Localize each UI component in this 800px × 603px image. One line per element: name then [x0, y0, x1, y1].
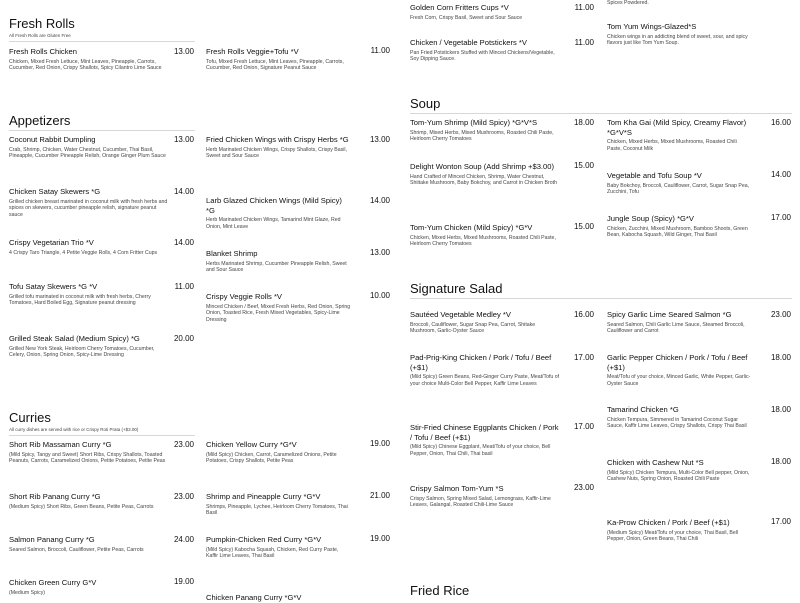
item-desc: Pan Fried Potstickers Stuffed with Minced Chickens/Vegetable, Soy Dipping Sauce. [410, 49, 555, 63]
menu-item-chicken-yellow-curry [206, 440, 351, 465]
item-desc: (Mild Spicy) Chinese Eggplant, Meat/Tofu of your choice, Bell Pepper, Onion, Thai Chili, Thai basil [410, 444, 551, 457]
menu-item-fresh-rolls-chicken [9, 47, 169, 72]
menu-item-sauteed-vegetable-medley [410, 310, 560, 335]
menu-item-grilled-steak-salad [9, 334, 169, 359]
item-price: 13.00 [369, 248, 390, 257]
menu-item-pad-prig-king [410, 353, 560, 387]
item-desc: (Medium Spicy) [9, 589, 46, 596]
item-price: 17.00 [770, 517, 791, 526]
menu-item-chicken-satay-skewers [9, 187, 169, 218]
item-desc: Herb Marinated Chicken Wings, Crispy Shallots, Crispy Basil, Sweet and Sour Sauce [206, 146, 347, 160]
section-divider [9, 130, 195, 131]
item-name: Tom-Yum Chicken (Mild Spicy) *G*V [410, 223, 533, 232]
item-desc: Broccoli, Cauliflower, Sugar Snap Pea, Carrot, Shitake Mushroom, Garlic-Oyster Sauce [410, 321, 536, 335]
item-price: 17.00 [770, 213, 791, 222]
item-name: Ka-Prow Chicken / Pork / Beef (+$1) [607, 518, 730, 527]
item-desc: Shrimps, Pineapple, Lychee, Heirloom Cherry Tomatoes, Thai Basil [206, 503, 348, 517]
menu-item-fresh-rolls-veggie-tofu [206, 47, 366, 72]
menu-item-tofu-satay-skewers [9, 282, 169, 307]
menu-item-short-rib-panang-curry [9, 492, 169, 510]
section-title-signature-salad: Signature Salad [410, 281, 503, 296]
item-name: Chicken Green Curry G*V [9, 578, 97, 587]
item-price: 11.00 [174, 282, 194, 291]
section-divider [410, 113, 792, 114]
item-desc: Meat/Tofu of your choice, Minced Garlic, White Pepper, Garlic-Oyster Sauce [607, 374, 751, 387]
item-name: Coconut Rabbit Dumpling [9, 135, 96, 144]
item-desc: Chicken, Zucchini, Mixed Mushroom, Bamboo Shoots, Green Bean, Kabocha Squash, Wild Ginger, Thai Basil [607, 225, 748, 239]
menu-item-stir-fried-eggplants [410, 423, 560, 457]
item-price: 21.00 [369, 491, 390, 500]
item-price: 17.00 [573, 353, 594, 362]
item-name: Fried Chicken Wings with Crispy Herbs *G [206, 135, 349, 144]
section-title-curries: Curries [9, 410, 51, 425]
section-note-curries: All curry dishes are served with rice or Crispy Roti Prata (+$3.00) [9, 427, 139, 432]
item-name: Blanket Shrimp [206, 249, 258, 258]
item-desc: (Medium Spicy) Short Ribs, Green Beans, Petite Peas, Carrots [9, 503, 154, 510]
menu-item-delight-wonton-soup [410, 162, 560, 187]
menu-item-larb-glazed-wings [206, 196, 351, 230]
item-name: Garlic Pepper Chicken / Pork / Tofu / Beef (+$1) [607, 353, 748, 372]
section-title-appetizers: Appetizers [9, 113, 71, 128]
menu-item-potstickers [410, 38, 560, 63]
item-desc: Baby Bokchoy, Broccoli, Cauliflower, Carrot, Sugar Snap Pea, Zucchini, Tofu [607, 182, 750, 196]
item-name: Chicken Yellow Curry *G*V [206, 440, 297, 449]
item-price: 16.00 [573, 310, 594, 319]
item-price: 18.00 [770, 353, 791, 362]
item-price: 11.00 [574, 3, 594, 12]
item-price: 18.00 [770, 457, 791, 466]
item-desc: Grilled chicken breast marinated in coconut milk with fresh herbs and spices on skewers, cucumber pineapple relish, signature peanut sauce [9, 198, 168, 218]
item-name: Tom Yum Wings-Glazed*S [607, 22, 697, 31]
item-price: 23.00 [573, 483, 594, 492]
item-price: 23.00 [770, 310, 791, 319]
item-name: Tom Kha Gai (Mild Spicy, Creamy Flavor) *G*V*S [607, 118, 747, 137]
menu-item-tom-kha-gai [607, 118, 752, 152]
menu-item-chicken-panang-curry [206, 593, 351, 603]
item-name: Larb Glazed Chicken Wings (Mild Spicy) *G [206, 196, 342, 215]
item-desc: Tofu, Mixed Fresh Lettuce, Mint Leaves, Pineapple, Carrots, Cucumber, Red Onion, Signature Peanut Sauce [206, 58, 344, 72]
item-desc: Chicken, Mixed Herbs, Mixed Mushrooms, Roasted Chili Paste, Coconut Milk [607, 139, 737, 152]
item-price: 11.00 [370, 46, 390, 55]
menu-item-crispy-veggie-rolls [206, 292, 351, 323]
item-desc: Fresh Corn, Crispy Basil, Sweet and Sour Sauce [410, 14, 523, 21]
item-name: Tom-Yum Shrimp (Mild Spicy) *G*V*S [410, 118, 538, 127]
item-price: 23.00 [173, 492, 194, 501]
menu-item-vegetable-tofu-soup [607, 171, 752, 196]
item-price: 14.00 [369, 196, 390, 205]
item-price: 17.00 [573, 422, 594, 431]
item-name: Spicy Garlic Lime Seared Salmon *G [607, 310, 732, 319]
item-name: Short Rib Massaman Curry *G [9, 440, 112, 449]
menu-item-chicken-green-curry [9, 578, 169, 596]
item-name: Chicken Panang Curry *G*V [206, 593, 302, 602]
menu-item-shrimp-pineapple-curry [206, 492, 351, 517]
item-desc-continued: Spices Powdered. [607, 0, 649, 6]
menu-item-golden-corn-fritters [410, 3, 560, 21]
item-desc: (Mild Spicy) Chicken, Carrot, Caramelized Onions, Petite Potatoes, Crispy Shallots, Petite Peas [206, 451, 337, 465]
item-name: Short Rib Panang Curry *G [9, 492, 101, 501]
item-desc: Hand Crafted of Minced Chicken, Shrimp, Water Chestnut, Shiitake Mushroom, Baby Bokchoy, and Carrot in Chicken Broth [410, 173, 557, 187]
item-price: 16.00 [770, 118, 791, 127]
item-name: Jungle Soup (Spicy) *G*V [607, 214, 694, 223]
item-desc: (Medium Spicy) Meat/Tofu of your choice, Thai Basil, Bell Pepper, Onion, Green Beans, Thai Chili [607, 529, 739, 543]
item-desc: Seared Salmon, Broccoli, Cauliflower, Petite Peas, Carrots [9, 546, 144, 553]
item-desc: Crab, Shrimp, Chicken, Water Chestnut, Cucumber, Thai Basil, Pineapple, Cucumber Pineapple Relish, Orange Ginger Plum Sauce [9, 146, 166, 160]
item-desc: Chicken wings in an addicting blend of sweet, sour, and spicy flavors just like Tom Yum Soup. [607, 33, 748, 47]
menu-item-ka-prow [607, 518, 752, 543]
item-price: 19.00 [173, 577, 194, 586]
item-price: 19.00 [369, 439, 390, 448]
menu-item-tom-yum-shrimp [410, 118, 560, 143]
item-desc: Minced Chicken / Beef, Mixed Fresh Herbs, Red Onion, Spring Onion, Toasted Rice, Fresh Mixed Vegetables, Spicy-Lime Dressing [206, 303, 351, 323]
menu-item-jungle-soup [607, 214, 752, 239]
section-divider [410, 298, 792, 299]
item-desc: (Mild Spicy) Green Beans, Red-Ginger Curry Paste, Meat/Tofu of your choice Multi-Color Bell Pepper, Kaffir Lime Leaves [410, 374, 560, 387]
item-price: 15.00 [573, 222, 594, 231]
item-name: Tofu Satay Skewers *G *V [9, 282, 98, 291]
item-name: Stir-Fried Chinese Eggplants Chicken / Pork / Tofu / Beef (+$1) [410, 423, 559, 442]
item-desc: (Mild Spicy, Tangy and Sweet) Short Ribs, Crispy Shallots, Toasted Peanuts, Carrots, Caramelized Onions, Petite Potatoes, Petite Peas [9, 451, 166, 465]
menu-item-pumpkin-chicken-red-curry [206, 535, 351, 560]
item-price: 15.00 [573, 161, 594, 170]
item-desc: Grilled tofu marinated in coconut milk with fresh herbs, Cherry Tomatoes, Hard Boiled Egg, Signature peanut dressing [9, 293, 151, 307]
section-divider [9, 435, 195, 436]
item-name: Fresh Rolls Chicken [9, 47, 77, 56]
item-desc: Chicken Tempura, Simmered in Tamarind Coconut Sugar Sauce, Kaffir Lime Leaves, Crispy Shallots, Crispy Thai Basil [607, 416, 747, 430]
menu-item-garlic-pepper-chicken [607, 353, 752, 387]
item-desc: Crispy Salmon, Spring Mixed Salad, Lemongrass, Kaffir-Lime Leaves, Galangal, Roasted Chili-Lime Sauce [410, 495, 551, 509]
section-title-fried-rice: Fried Rice [410, 583, 470, 598]
item-name: Chicken / Vegetable Potstickers *V [410, 38, 527, 47]
section-divider [9, 41, 195, 42]
item-name: Chicken with Cashew Nut *S [607, 458, 704, 467]
item-price: 24.00 [173, 535, 194, 544]
item-price: 19.00 [369, 534, 390, 543]
item-price: 13.00 [173, 47, 194, 56]
item-name: Grilled Steak Salad (Medium Spicy) *G [9, 334, 140, 343]
menu-item-fried-chicken-wings [206, 135, 351, 160]
item-desc: Shrimp, Mixed Herbs, Mixed Mushrooms, Roasted Chili Paste, Heirloom Cherry Tomatoes [410, 129, 554, 143]
item-name: Pad-Prig-King Chicken / Pork / Tofu / Beef (+$1) [410, 353, 552, 372]
item-desc: Herb Marinated Chicken Wings, Tamarind Mint Glaze, Red Onion, Mint Leave [206, 217, 341, 230]
item-price: 14.00 [173, 187, 194, 196]
menu-item-crispy-salmon-tom-yum [410, 484, 560, 509]
item-name: Delight Wonton Soup (Add Shrimp +$3.00) [410, 162, 555, 171]
item-name: Fresh Rolls Veggie+Tofu *V [206, 47, 299, 56]
item-desc: Herbs Marinated Shrimp, Cucumber Pineapple Relish, Sweet and Sour Sauce [206, 260, 347, 274]
item-desc: Grilled New York Steak, Heirloom Cherry Tomatoes, Cucumber, Celery, Onion, Spring Onion, Spicy-Lime Dressing [9, 345, 155, 359]
item-price: 14.00 [770, 170, 791, 179]
section-title-soup: Soup [410, 96, 441, 111]
menu-item-tom-yum-chicken [410, 223, 560, 248]
item-name: Shrimp and Pineapple Curry *G*V [206, 492, 321, 501]
item-price: 20.00 [173, 334, 194, 343]
item-price: 14.00 [173, 238, 194, 247]
menu-item-salmon-panang-curry [9, 535, 169, 553]
item-price: 18.00 [770, 405, 791, 414]
menu-item-chicken-cashew-nut [607, 458, 752, 483]
item-price: 10.00 [369, 291, 390, 300]
item-desc: (Mild Spicy) Kabocha Squash, Chicken, Red Curry Paste, Kaffir Lime Leaves, Thai Basil [206, 546, 339, 560]
menu-item-coconut-rabbit-dumpling [9, 135, 169, 160]
item-price: 23.00 [173, 440, 194, 449]
item-desc: 4 Crispy Taro Triangle, 4 Petite Veggie Rolls, 4 Corn Fritter Cups [9, 249, 158, 256]
item-name: Tamarind Chicken *G [607, 405, 679, 414]
section-title-fresh-rolls: Fresh Rolls [9, 16, 75, 31]
item-name: Crispy Salmon Tom-Yum *S [410, 484, 504, 493]
item-name: Crispy Veggie Rolls *V [206, 292, 282, 301]
menu-item-spicy-garlic-lime-salmon [607, 310, 752, 335]
item-name: Sautéed Vegetable Medley *V [410, 310, 511, 319]
item-name: Salmon Panang Curry *G [9, 535, 95, 544]
item-price: 13.00 [369, 135, 390, 144]
item-name: Crispy Vegetarian Trio *V [9, 238, 94, 247]
item-name: Pumpkin-Chicken Red Curry *G*V [206, 535, 322, 544]
menu-item-tamarind-chicken [607, 405, 752, 430]
item-price: 18.00 [573, 118, 594, 127]
item-name: Chicken Satay Skewers *G [9, 187, 101, 196]
item-price: 13.00 [173, 135, 194, 144]
item-price: 11.00 [574, 38, 594, 47]
item-name: Vegetable and Tofu Soup *V [607, 171, 702, 180]
item-desc: (Mild Spicy) Chicken Tempura, Multi-Color Bell pepper, Onion, Cashew Nuts, Spring Onion, Roasted Chili Paste [607, 469, 750, 483]
item-desc: Seared Salmon, Chili Garlic Lime Sauce, Steamed Broccoli, Cauliflower and Carrot [607, 321, 745, 335]
menu-item-tom-yum-wings [607, 22, 752, 47]
menu-item-short-rib-massaman-curry [9, 440, 169, 465]
item-name: Golden Corn Fritters Cups *V [410, 3, 509, 12]
item-desc: Chicken, Mixed Herbs, Mixed Mushrooms, Roasted Chili Paste, Heirloom Cherry Tomatoes [410, 234, 556, 248]
section-note-fresh-rolls: All Fresh Rolls are Gluten Free [9, 33, 71, 38]
item-desc: Chicken, Mixed Fresh Lettuce, Mint Leaves, Pineapple, Carrots, Cucumber, Red Onion, Crispy Shallots, Spicy Cilantro Lime Sauce [9, 58, 162, 72]
menu-item-blanket-shrimp [206, 249, 351, 274]
menu-item-crispy-vegetarian-trio [9, 238, 169, 256]
